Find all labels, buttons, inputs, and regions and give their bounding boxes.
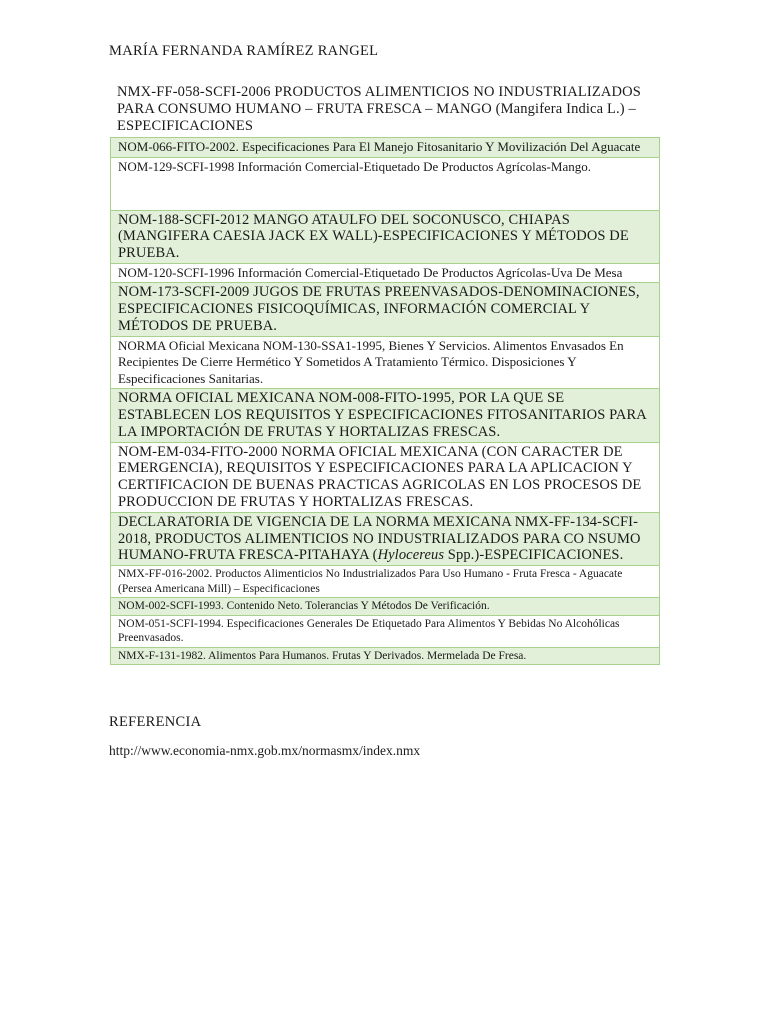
norm-cell: NORMA OFICIAL MEXICANA NOM-008-FITO-1995, POR LA QUE SE ESTABLECEN LOS REQUISITOS Y ESPECIFICACIONES FITOSANITARIOS PARA LA IMPORTACIÓN DE FRUTAS Y HORTALIZAS FRESCAS. — [111, 389, 660, 442]
norm-cell — [111, 512, 660, 565]
table-row — [111, 647, 660, 665]
norm-text: Spp.)-ESPECIFICACIONES. — [444, 547, 624, 564]
norm-cell: NOM-002-SCFI-1993. Contenido Neto. Tolerancias Y Métodos De Verificación. — [111, 598, 660, 616]
norm-cell: NOM-129-SCFI-1998 Información Comercial-Etiquetado De Productos Agrícolas-Mango. — [111, 157, 660, 210]
norm-cell: NMX-F-131-1982. Alimentos Para Humanos. Frutas Y Derivados. Mermelada De Fresa. — [111, 647, 660, 665]
norm-cell: NOM-120-SCFI-1996 Información Comercial-Etiquetado De Productos Agrícolas-Uva De Mesa — [111, 263, 660, 283]
table-row — [111, 389, 660, 442]
norm-cell: NOM-051-SCFI-1994. Especificaciones Generales De Etiquetado Para Alimentos Y Bebidas No Alcohólicas Preenvasados. — [111, 615, 660, 647]
norms-table — [110, 137, 660, 665]
norm-text: DECLARATORIA DE VIGENCIA DE LA NORMA MEXICANA NMX-FF-134-SCFI-2018, PRODUCTOS ALIMENTICIOS NO INDUSTRIALIZADOS PARA CO NSUMO HUMANO-FRUTA FRESCA-PITAHAYA ( — [118, 513, 641, 564]
reference-url[interactable]: http://www.economia-nmx.gob.mx/normasmx/index.nmx — [109, 743, 421, 758]
table-row — [111, 336, 660, 389]
table-row — [111, 210, 660, 263]
table-row — [111, 263, 660, 283]
norm-cell: NOM-EM-034-FITO-2000 NORMA OFICIAL MEXICANA (CON CARACTER DE EMERGENCIA), REQUISITOS Y ESPECIFICACIONES PARA LA APLICACION Y CERTIFICACION DE BUENAS PRACTICAS AGRICOLAS EN LOS PROCESOS DE PRODUCCION DE FRUTAS Y HORTALIZAS FRESCAS. — [111, 442, 660, 512]
norm-cell: NOM-066-FITO-2002. Especificaciones Para El Manejo Fitosanitario Y Movilización Del Aguacate — [111, 138, 660, 158]
author-name: MARÍA FERNANDA RAMÍREZ RANGEL — [109, 43, 379, 59]
norm-cell: NORMA Oficial Mexicana NOM-130-SSA1-1995, Bienes Y Servicios. Alimentos Envasados En Recipientes De Cierre Hermético Y Sometidos A Tratamiento Térmico. Disposiciones Y Especificaciones Sanitarias. — [111, 336, 660, 389]
norm-species-italic: Hylocereus — [377, 547, 445, 564]
norm-cell: NOM-173-SCFI-2009 JUGOS DE FRUTAS PREENVASADOS-DENOMINACIONES, ESPECIFICACIONES FISICOQUÍMICAS, INFORMACIÓN COMERCIAL Y MÉTODOS DE PRUEBA. — [111, 283, 660, 336]
norm-cell: NMX-FF-016-2002. Productos Alimenticios No Industrializados Para Uso Humano - Fruta Fresca - Aguacate (Persea Americana Mill) – Especificaciones — [111, 566, 660, 598]
norm-cell: NOM-188-SCFI-2012 MANGO ATAULFO DEL SOCONUSCO, CHIAPAS (MANGIFERA CAESIA JACK EX WALL)-ESPECIFICACIONES Y MÉTODOS DE PRUEBA. — [111, 210, 660, 263]
table-row — [111, 512, 660, 565]
reference-heading: REFERENCIA — [109, 714, 202, 730]
table-row — [111, 157, 660, 210]
table-row — [111, 615, 660, 647]
table-row — [111, 566, 660, 598]
table-row — [111, 283, 660, 336]
table-row — [111, 598, 660, 616]
table-row — [111, 442, 660, 512]
document-heading: NMX-FF-058-SCFI-2006 PRODUCTOS ALIMENTICIOS NO INDUSTRIALIZADOS PARA CONSUMO HUMANO – FRUTA FRESCA – MANGO (Mangifera Indica L.) – ESPECIFICACIONES — [117, 84, 641, 134]
table-row — [111, 138, 660, 158]
